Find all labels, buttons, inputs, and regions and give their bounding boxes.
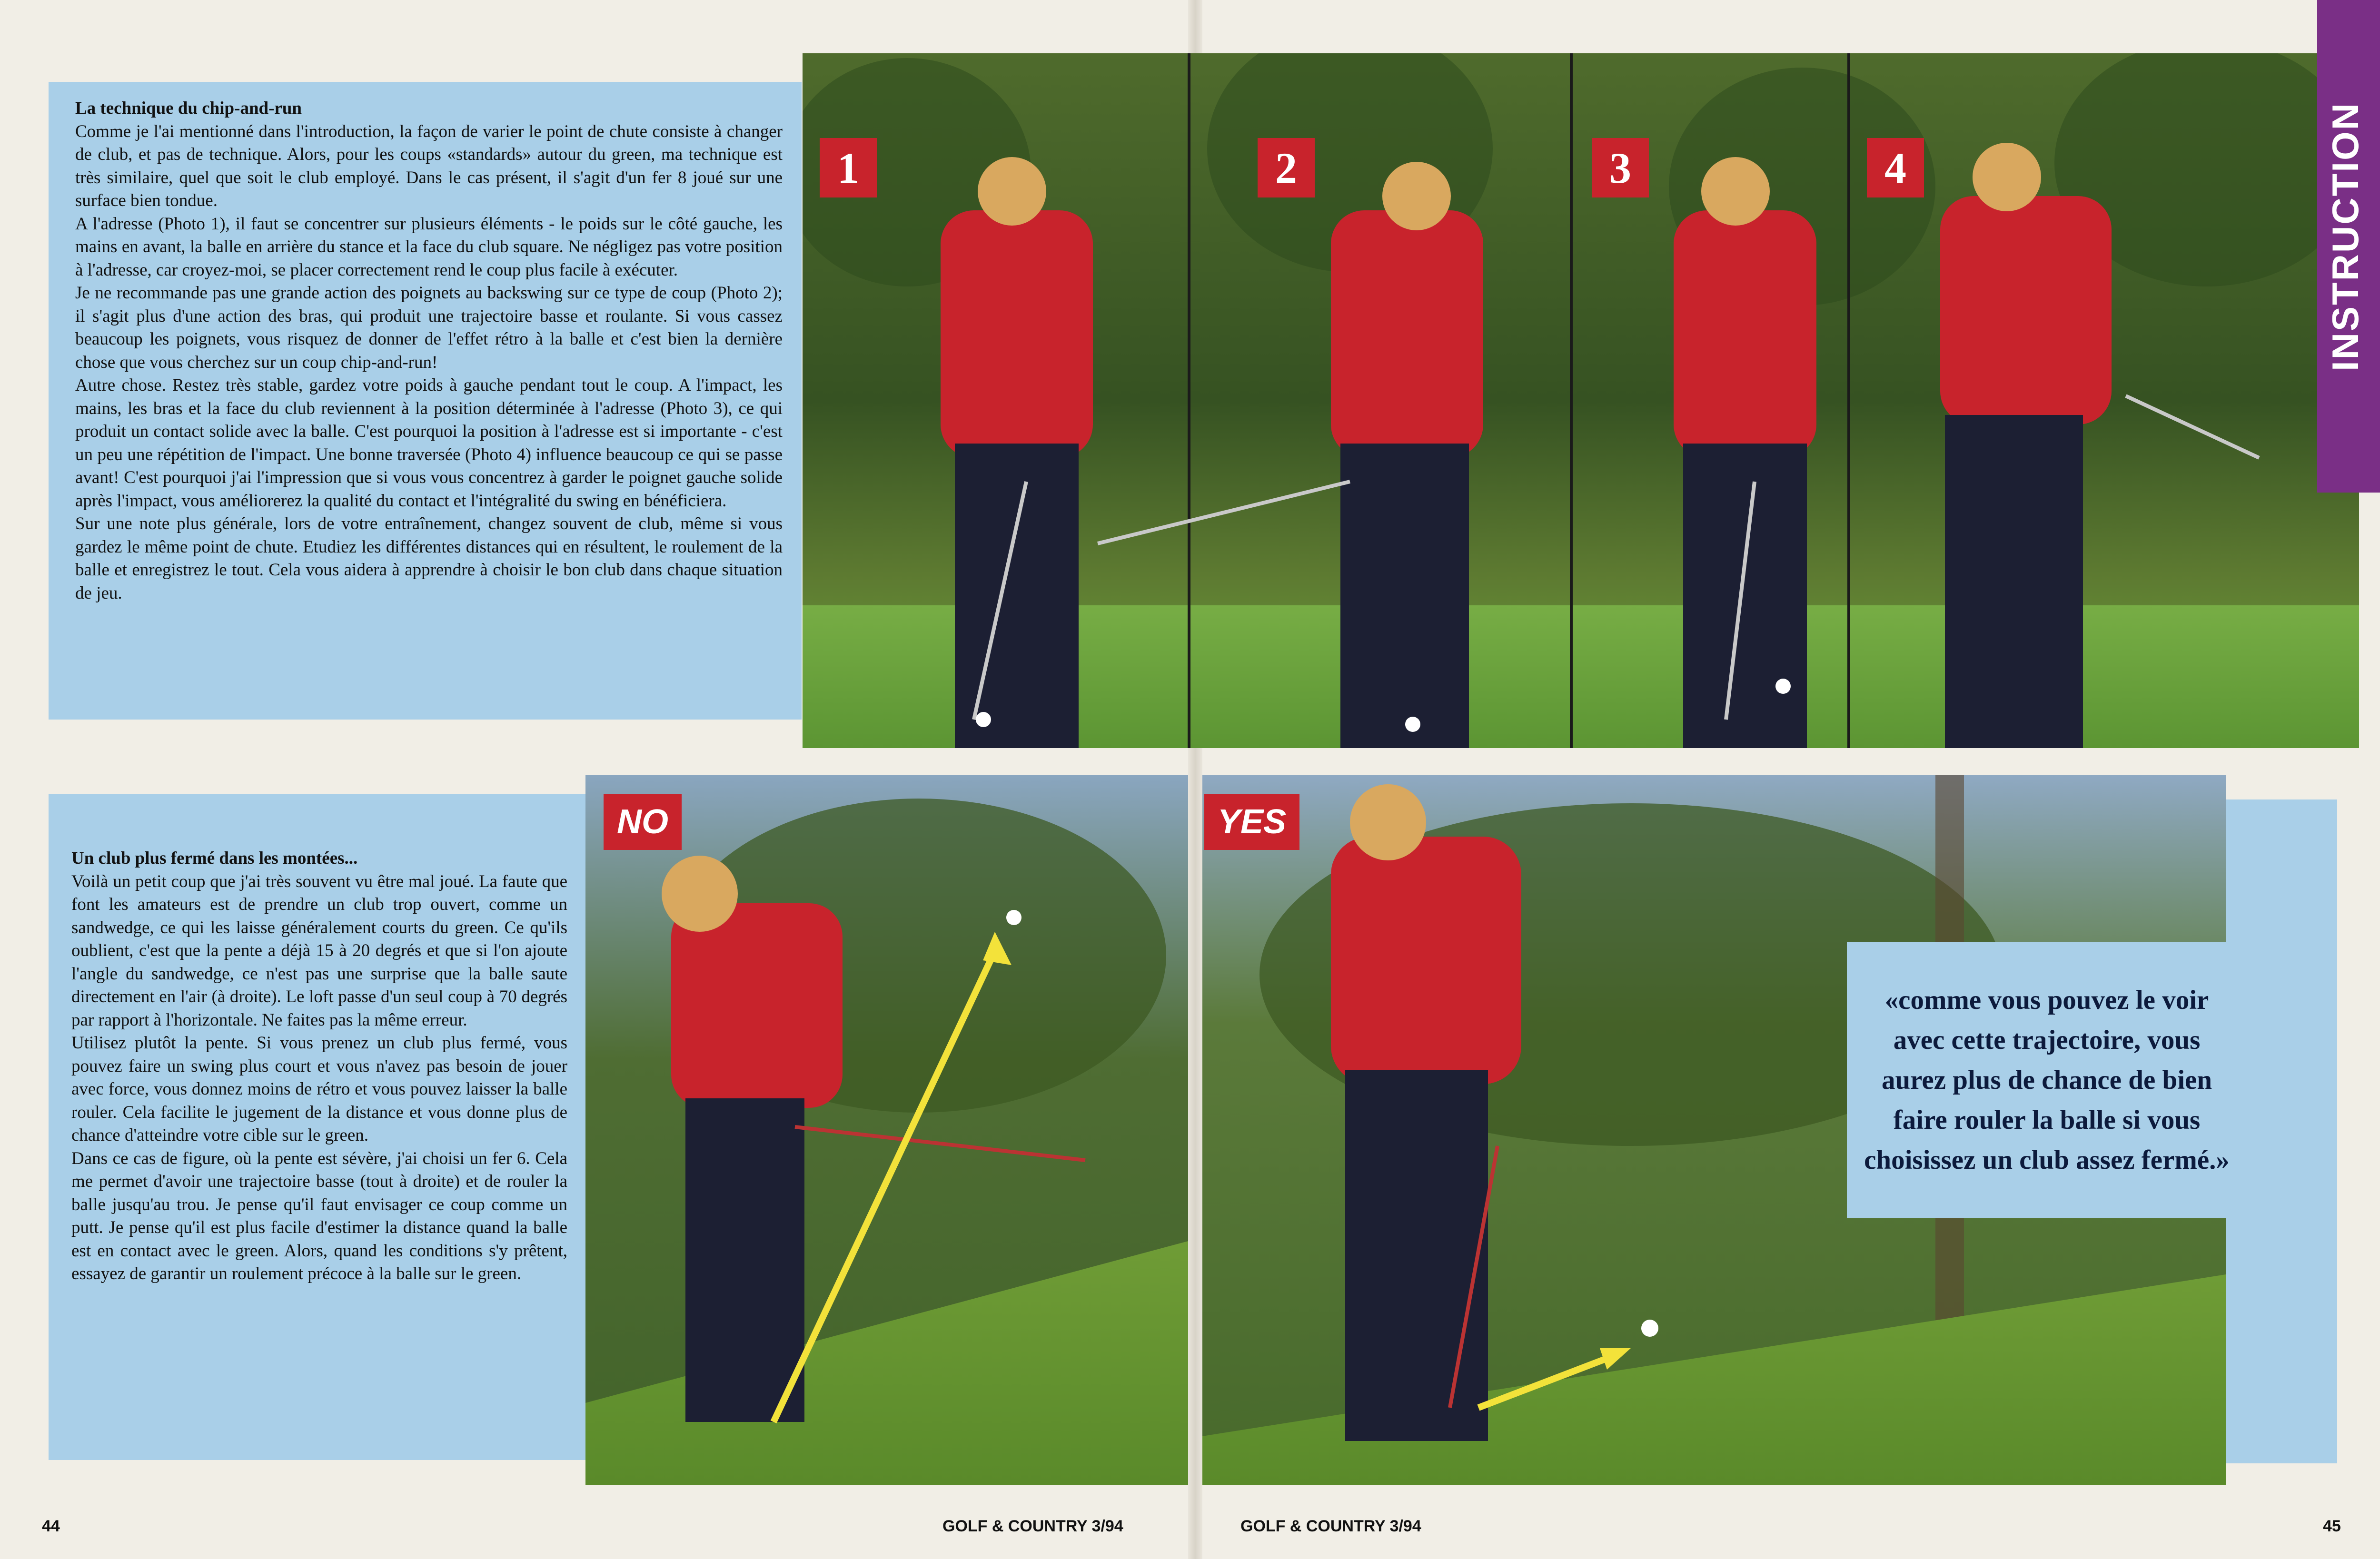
pull-quote: «comme vous pouvez le voir avec cette trajectoire, vous aurez plus de chance de bien faire rouler la balle si vous choisissez un club assez fermé.» [1847,942,2247,1218]
photo-number-2: 2 [1258,138,1315,197]
photo-number-3: 3 [1592,138,1649,197]
paragraph: Autre chose. Restez très stable, gardez votre poids à gauche pendant tout le coup. A l'impact, les mains, les bras et la face du club reviennent à la position déterminée à l'adresse (Photo 3), ce qui produit un contact solide avec la balle. C'est pourquoi la position à l'adresse est si importante - c'est un peu une répétition de l'impact. Une bonne traversée (Photo 4) influence beaucoup ce qui se passe avant! C'est pourquoi j'ai l'impression que si vous vous concentrez à garder le poignet gauche solide après l'impact, vous améliorerez la qualité du contact et l'intégralité du swing en bénéficiera. [75,375,783,511]
box-heading: La technique du chip-and-run [75,99,302,118]
box-heading: Un club plus fermé dans les montées... [71,849,358,868]
photo-number-4: 4 [1867,138,1924,197]
page-number-right: 45 [2323,1517,2341,1535]
section-tab-instruction [2317,0,2380,493]
paragraph: Comme je l'ai mentionné dans l'introduction, la façon de varier le point de chute consiste à changer de club, et pas de technique. Alors, pour les coups «standards» autour du green, ma technique est très similaire, quel que soit le club employé. Dans le cas présent, il s'agit d'un fer 8 joué sur une surface bien tondue. [75,121,783,210]
text-box-chip-and-run [49,82,802,720]
page-number-left: 44 [42,1517,60,1535]
paragraph: Dans ce cas de figure, où la pente est sévère, j'ai choisi un fer 6. Cela me permet d'avoir une trajectoire basse (tout à droite) et de rouler la balle jusqu'au trou. Je pense qu'il faut envisager ce coup comme un putt. Je pense qu'il est plus facile d'estimer la distance quand la balle est en contact avec le green. Alors, quand les conditions s'y prêtent, essayez de garantir un roulement précoce à la balle sur le green. [71,1148,567,1283]
photo-sequence-swing [803,53,2359,748]
photo-number-1: 1 [820,138,877,197]
tag-yes: YES [1204,794,1299,850]
paragraph: A l'adresse (Photo 1), il faut se concentrer sur plusieurs éléments - le poids sur le côté gauche, les mains en avant, la balle en arrière du stance et la face du club square. Ne négligez pas votre position à l'adresse, car croyez-moi, se placer correctement rend le coup plus facile à exécuter. [75,214,783,280]
section-label: INSTRUCTION [2324,102,2366,371]
paragraph: Je ne recommande pas une grande action des poignets au backswing sur ce type de coup (Photo 2); il s'agit plus d'une action des bras, qui produit une trajectoire basse et roulante. Si vous cassez beaucoup les poignets, vous risquez de donner de l'effet rétro à la balle et c'est bien la dernière chose que vous cherchez sur un coup chip-and-run! [75,283,783,372]
paragraph: Utilisez plutôt la pente. Si vous prenez un club plus fermé, vous pouvez faire un swing plus court et vous n'avez pas besoin de jouer avec force, vous donnez moins de rétro et vous pouvez laisser la balle rouler. Cela facilite le jugement de la distance et vous donne plus de chance d'atteindre votre cible sur le green. [71,1033,567,1145]
text-box-club-plus-ferme [49,794,586,1460]
photo-no-example [585,775,1188,1485]
magazine-title-right: GOLF & COUNTRY 3/94 [1240,1517,1421,1535]
paragraph: Voilà un petit coup que j'ai très souvent vu être mal joué. La faute que font les amateurs est de prendre un club trop ouvert, comme un sandwedge, ce qui les laisse généralement courts du green. Ce qu'ils oublient, c'est que la pente a déjà 15 à 20 degrés et que si l'on ajoute l'angle du sandwedge, ce n'est pas une surprise que la balle saute directement en l'air (à droite). Le loft passe d'un seul coup à 70 degrés par rapport à l'horizontale. Ne faites pas la même erreur. [71,871,567,1030]
paragraph: Sur une note plus générale, lors de votre entraînement, changez souvent de club, même si vous gardez le même point de chute. Etudiez les différentes distances qui en résultent, le roulement de la balle et enregistrez le tout. Cela vous aidera à apprendre à choisir le bon club dans chaque situation de jeu. [75,514,783,603]
tag-no: NO [604,794,682,850]
magazine-title-left: GOLF & COUNTRY 3/94 [942,1517,1123,1535]
